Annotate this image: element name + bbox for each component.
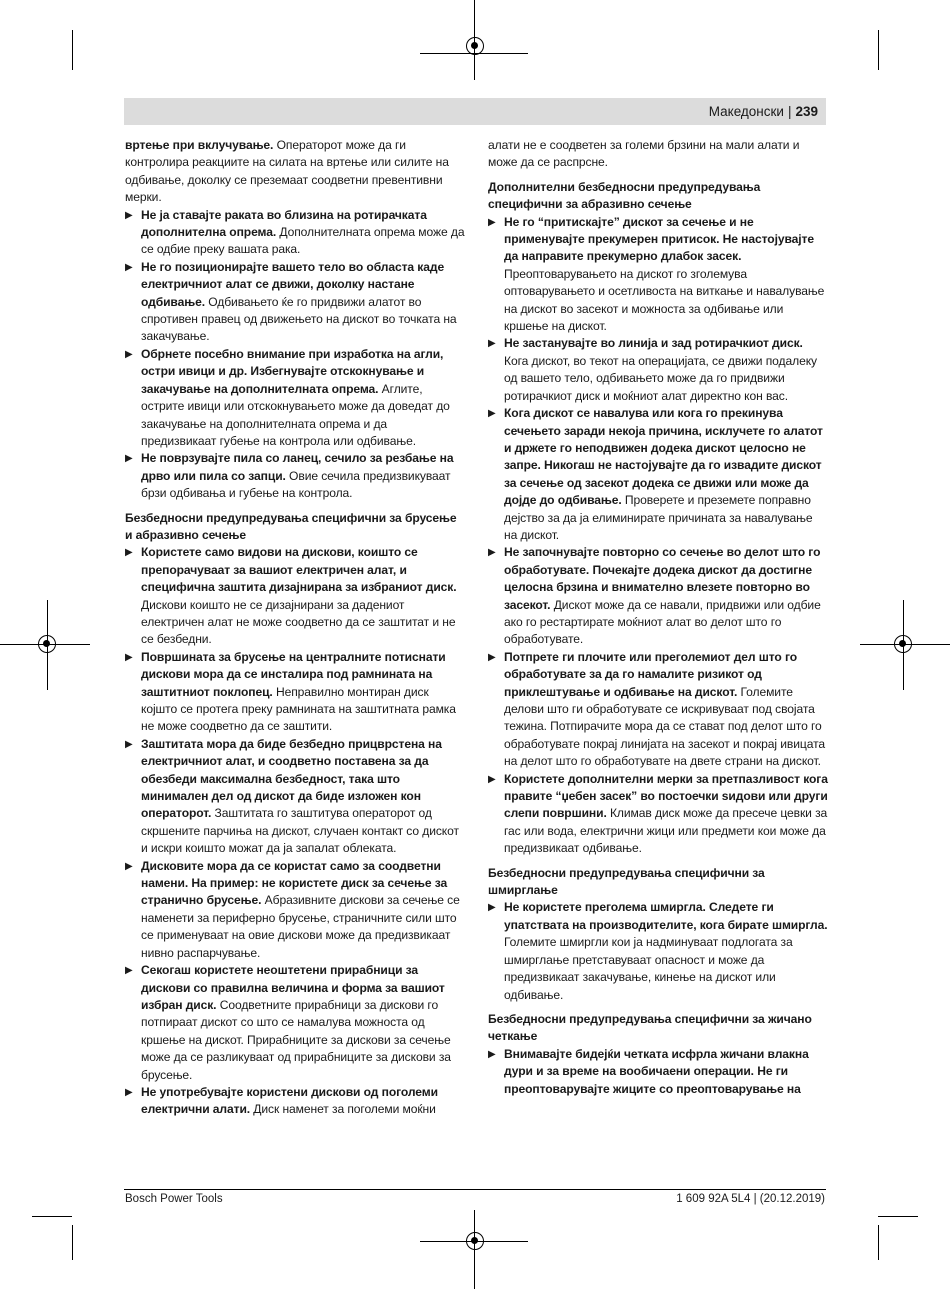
bold-text: Кога дискот се навалува или кога го прекинува сечењето заради некоја причина, исклучете го алатот и држете го неподвижен додека дискот целосно не запре. Никогаш не настојувајте да го извадите дискот за сечење од засекот додека се движи или може да дојде до одбивање. [504, 406, 823, 508]
body-text: Дополнителната опрема може да се одбие преку вашата рака. [141, 225, 465, 257]
body-text: Дискот може да се навали, придвижи или одбие ако го рестартирате моќниот алат во делот што го обработувате. [504, 597, 821, 647]
bold-text: Потпрете ги плочите или преголемиот дел што го обработувате за да го намалите ризикот од приклештување и одбивање на дискот. [504, 649, 798, 699]
crop-mark [72, 1225, 73, 1260]
list-item [125, 736, 465, 858]
header-text [709, 102, 818, 121]
bold-text: Дисковите мора да се користат само за соодветни намени. На пример: не користете диск за сечење за странично брусење. [141, 858, 448, 908]
body-text: Големите шмиргли кои ја надминуваат подлогата за шмирглање претставуваат опасност и може да предизвикаат закачување, кинење на дискот или одбивање. [504, 935, 793, 1002]
crop-mark [878, 1225, 879, 1260]
registration-target-icon [894, 635, 912, 653]
list-item [488, 649, 828, 771]
bold-text: Користете само видови на дискови, коишто се препорачуваат за вашиот електричен алат, и специфична заштита дизајнирана за избраниот диск. [141, 545, 457, 595]
registration-target-icon [38, 635, 56, 653]
body-text: Операторот може да ги контролира реакциите на силата на вртење или силите на одбивање, доколку се преземаат соодветни превентивни мерки. [125, 138, 449, 205]
header-separator: | [787, 104, 792, 119]
body-text: Абразивните дискови за сечење се наменети за периферно брусење, страничните сили што се применуваат на овие дискови може да предизвикаат нивно распарчување. [141, 893, 460, 960]
list-item [488, 405, 828, 544]
crop-mark [32, 1216, 72, 1217]
bold-text: Секогаш користете неоштетени прирабници за дискови со правилна величина и форма за вашиот избран диск. [141, 963, 445, 1012]
body-text: Неправилно монтиран диск којшто се протега преку рамнината на заштитната рамка не може соодветно да се заштити. [141, 684, 456, 734]
list-item [125, 450, 465, 502]
section-heading: Дополнителни безбедносни предупредувања специфични за абразивно сечење [488, 179, 761, 212]
list-item [125, 346, 465, 450]
paragraph [125, 137, 465, 207]
footer-docinfo: 1 609 92A 5L4 | (20.12.2019) [676, 1193, 825, 1205]
list-item [125, 207, 465, 259]
body-text: Диск наменет за поголеми моќни [250, 1102, 436, 1117]
body-text: Проверете и преземете поправно дејство за да ја елиминирате причината за навалување на дискот. [504, 493, 813, 542]
list-item [488, 1046, 828, 1098]
left-column [125, 137, 465, 1119]
section-heading: Безбедносни предупредувања специфични за жичано четкање [488, 1011, 812, 1044]
header-language: Македонски [708, 104, 784, 119]
body-text: Одбивањето ќе го придвижи алатот во спротивен правец од движењето на дискот во точката на закачување. [141, 294, 457, 344]
section-heading: Безбедносни предупредувања специфични за брусење и абразивно сечење [125, 510, 457, 542]
body-text: Преоптоварувањето на дискот го зголемува оптоварувањето и осетливоста на виткање и навалување на дискот во засекот и можноста за одбивање или кршење на дискот. [504, 266, 825, 334]
crop-mark [878, 30, 879, 70]
crop-mark [72, 30, 73, 70]
body-text: Дискови коишто не се дизајнирани за дадениот електричен алат не може соодветно да се заштитат и не се безбедни. [141, 597, 456, 647]
list-item [125, 962, 465, 1084]
bold-text: Не ја ставајте раката во близина на ротирачката дополнителна опрема. [141, 207, 427, 240]
bold-text: вртење при вклучување. [125, 138, 274, 152]
bold-text: Користете дополнителни мерки за претпазливост кога правите “џебен засек” во постоечки ѕидови или други слепи површини. [504, 771, 828, 821]
list-item [125, 259, 465, 346]
list-item [125, 1084, 465, 1119]
bold-text: Не го позиционирајте вашето тело во областа каде електричниот алат се движи, доколку настане одбивање. [141, 259, 445, 309]
list-item [488, 771, 828, 858]
bold-text: Не започнувајте повторно со сечење во делот што го обработувате. Почекајте додека дискот да достигне целосна брзина и внимателно влезете повторно во засекот. [504, 545, 821, 612]
footer-brand: Bosch Power Tools [125, 1193, 223, 1205]
body-text: Овие сечила предизвикуваат брзи одбивања и губење на контрола. [141, 468, 451, 501]
list-item [488, 544, 828, 648]
bold-text: Површината за брусење на централните потиснати дискови мора да се инсталира под рамнината на заштитниот поклопец. [141, 649, 446, 699]
body-text: Заштитата го заштитува операторот од скршените парчиња на дискот, случаен контакт со дискот и искри коишто можат да ја запалат облеката. [141, 806, 459, 856]
crop-mark [878, 1216, 918, 1217]
bold-text: Не застанувајте во линија и зад ротирачкиот диск. [504, 336, 803, 351]
bold-text: Не го “притискајте” дискот за сечење и не применувајте прекумерен притисок. Не настојувајте да направите прекумерно длабок засек. [504, 214, 814, 264]
bold-text: Внимавајте бидејќи четката исфрла жичани влакна дури и за време на вообичаени операции. Не ги преоптоварувајте жиците со преоптоварување на [504, 1046, 809, 1096]
list-item [125, 858, 465, 962]
body-text: Големите делови што ги обработувате се искривуваат под својата тежина. Потпирачите мора да се стават под делот што го обработувате покрај линијата на засекот и покрај ивицата на делот што го обработувате на двете страни на дискот. [504, 684, 826, 769]
registration-target-icon [466, 37, 484, 55]
registration-target-icon [466, 1232, 484, 1250]
bold-text: Обрнете посебно внимание при изработка на агли, остри ивици и др. Избегнувајте отскокнување и закачување на дополнителната опрема. [141, 346, 444, 396]
body-text: Кога дискот, во текот на операцијата, се движи подалеку од вашето тело, одбивањето може да го придвижи ротирачкиот диск и моќниот алат директно кон вас. [504, 353, 817, 403]
body-text: Аглите, острите ивици или отскокнувањето може да доведат до закачување на дополнителната опрема и да предизвикаат губење на контрола или одбивање. [141, 381, 450, 448]
bold-text: Не употребувајте користени дискови од поголеми електрични алати. [141, 1084, 438, 1117]
bold-text: Не користете преголема шмиргла. Следете ги упатствата на производителите, кога бирате шмиргла. [504, 900, 828, 932]
body-text: Соодветните прирабници за дискови го потпираат дискот со што се намалува можноста од кршење на дискот. Прирабниците за дискови за сечење може да се разликуваат од прирабниците за дискови за брусење. [141, 997, 451, 1082]
list-item [488, 335, 828, 405]
bold-text: Заштитата мора да биде безбедно прицврстена на електричниот алат, и соодветно поставена за да обезбеди максимална безбедност, така што минимален дел од дискот да биде изложен кон операторот. [141, 736, 442, 821]
right-column [488, 137, 828, 1098]
page-header [124, 98, 826, 125]
footer-rule [124, 1189, 826, 1190]
page-number: 239 [795, 104, 818, 119]
body-text: Климав диск може да пресече цевки за гас или вода, електрични жици или предмети кои може да предизвикаат одбивање. [504, 806, 828, 856]
section-heading: Безбедносни предупредувања специфични за шмирглање [488, 865, 765, 898]
paragraph: алати не е соодветен за големи брзини на мали алати и може да се распрсне. [488, 138, 800, 170]
list-item [125, 649, 465, 736]
list-item [125, 544, 465, 648]
list-item [488, 899, 828, 1003]
bold-text: Не поврзувајте пила со ланец, сечило за резбање на дрво или пила со запци. [141, 451, 454, 483]
list-item [488, 214, 828, 336]
